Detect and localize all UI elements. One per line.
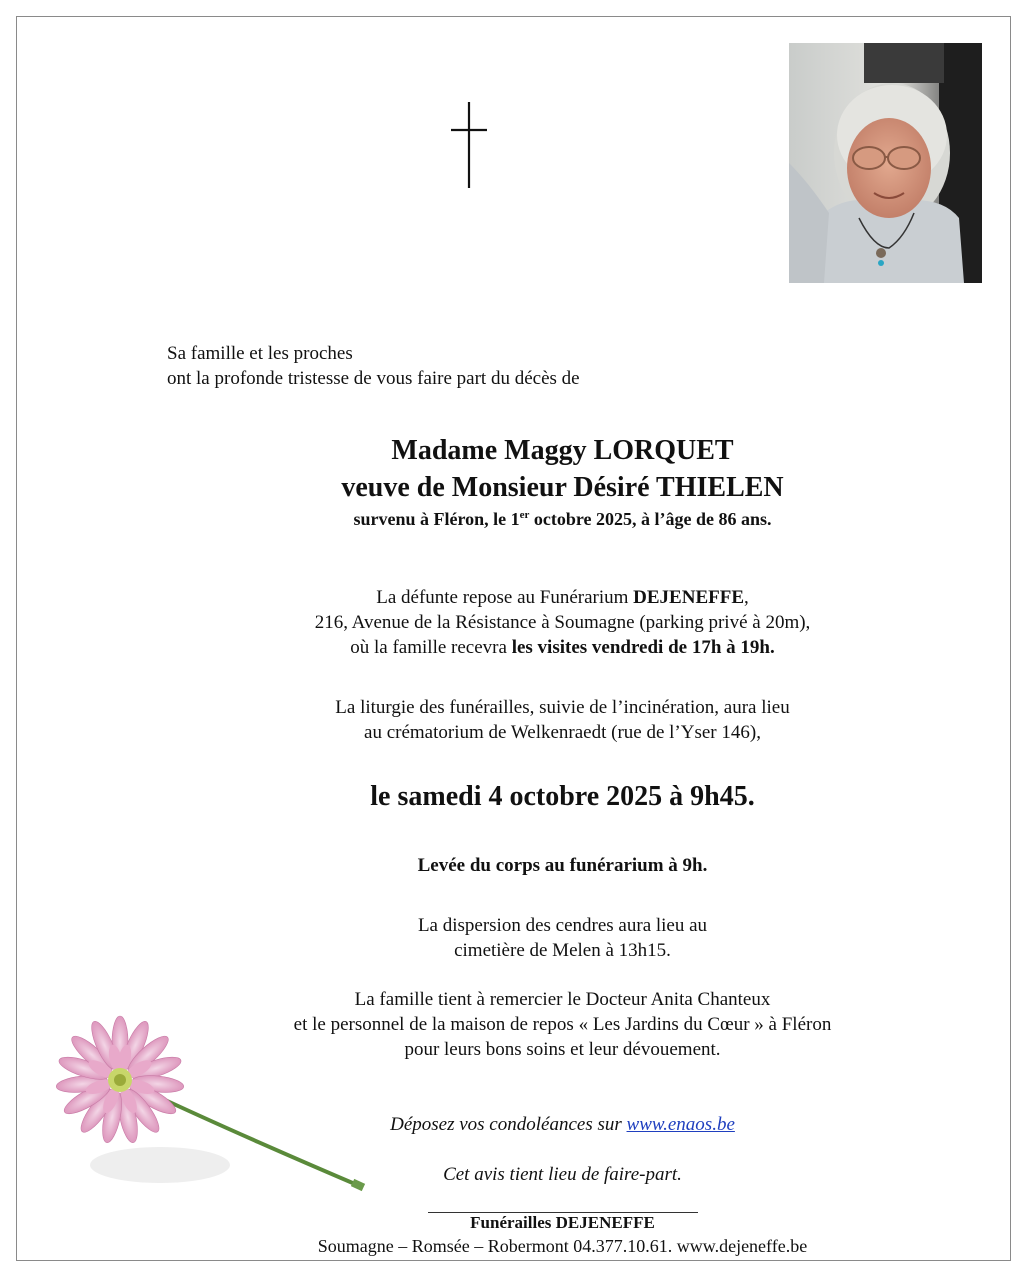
condolences-line (200, 1112, 925, 1137)
visits-info: les visites vendredi de 17h à 19h. (511, 637, 775, 658)
deceased-block (200, 434, 925, 531)
thanks-line-3: pour leurs bons soins et leur dévouement. (404, 1039, 721, 1060)
cross-icon (449, 100, 489, 190)
death-prefix: survenu à Fléron, le 1 (353, 509, 520, 529)
levee-text: Levée du corps au funérarium à 9h. (417, 855, 708, 876)
dispersion-line-2: cimetière de Melen à 13h15. (454, 940, 671, 961)
liturgy-line-2: au crématorium de Welkenraedt (rue de l’Yser 146), (364, 722, 761, 743)
funerarium-name: DEJENEFFE (633, 587, 745, 608)
liturgy-line-1: La liturgie des funérailles, suivie de l’incinération, aura lieu (335, 697, 790, 718)
intro-line-2: ont la profonde tristesse de vous faire part du décès de (167, 368, 580, 389)
liturgy-block (200, 695, 925, 745)
thanks-block (200, 987, 925, 1062)
intro-line-1: Sa famille et les proches (167, 343, 353, 364)
death-suffix: octobre 2025, à l’âge de 86 ans. (529, 509, 772, 529)
condolences-link[interactable]: www.enaos.be (626, 1114, 735, 1135)
deceased-name: Madame Maggy LORQUET (391, 435, 734, 466)
death-details (200, 507, 925, 531)
footer-contact: Soumagne – Romsée – Robermont 04.377.10.61. www.dejeneffe.be (317, 1236, 808, 1256)
thanks-line-1: La famille tient à remercier le Docteur Anita Chanteux (354, 989, 771, 1010)
condolences-text: Déposez vos condoléances sur (390, 1114, 627, 1135)
rest-line-3 (200, 635, 925, 660)
death-sup: er (519, 509, 530, 521)
thanks-line-2: et le personnel de la maison de repos « Les Jardins du Cœur » à Fléron (293, 1014, 832, 1035)
footer-company: Funérailles DEJENEFFE (470, 1213, 655, 1232)
rest-line-3-prefix: où la famille recevra (350, 637, 512, 658)
rest-line-1 (200, 585, 925, 610)
ceremony-date: le samedi 4 octobre 2025 à 9h45. (370, 781, 755, 812)
dispersion-line-1: La dispersion des cendres aura lieu au (417, 915, 708, 936)
notice-text: Cet avis tient lieu de faire-part. (443, 1164, 682, 1185)
rest-block (200, 585, 925, 660)
portrait-photo (789, 43, 982, 283)
rest-line-1-prefix: La défunte repose au Funérarium (376, 587, 634, 608)
rest-line-1-suffix: , (744, 587, 749, 608)
rest-line-2: 216, Avenue de la Résistance à Soumagne (parking privé à 20m), (314, 612, 811, 633)
spouse-line: veuve de Monsieur Désiré THIELEN (341, 472, 784, 503)
dispersion-block (200, 913, 925, 963)
intro-text (167, 341, 580, 391)
